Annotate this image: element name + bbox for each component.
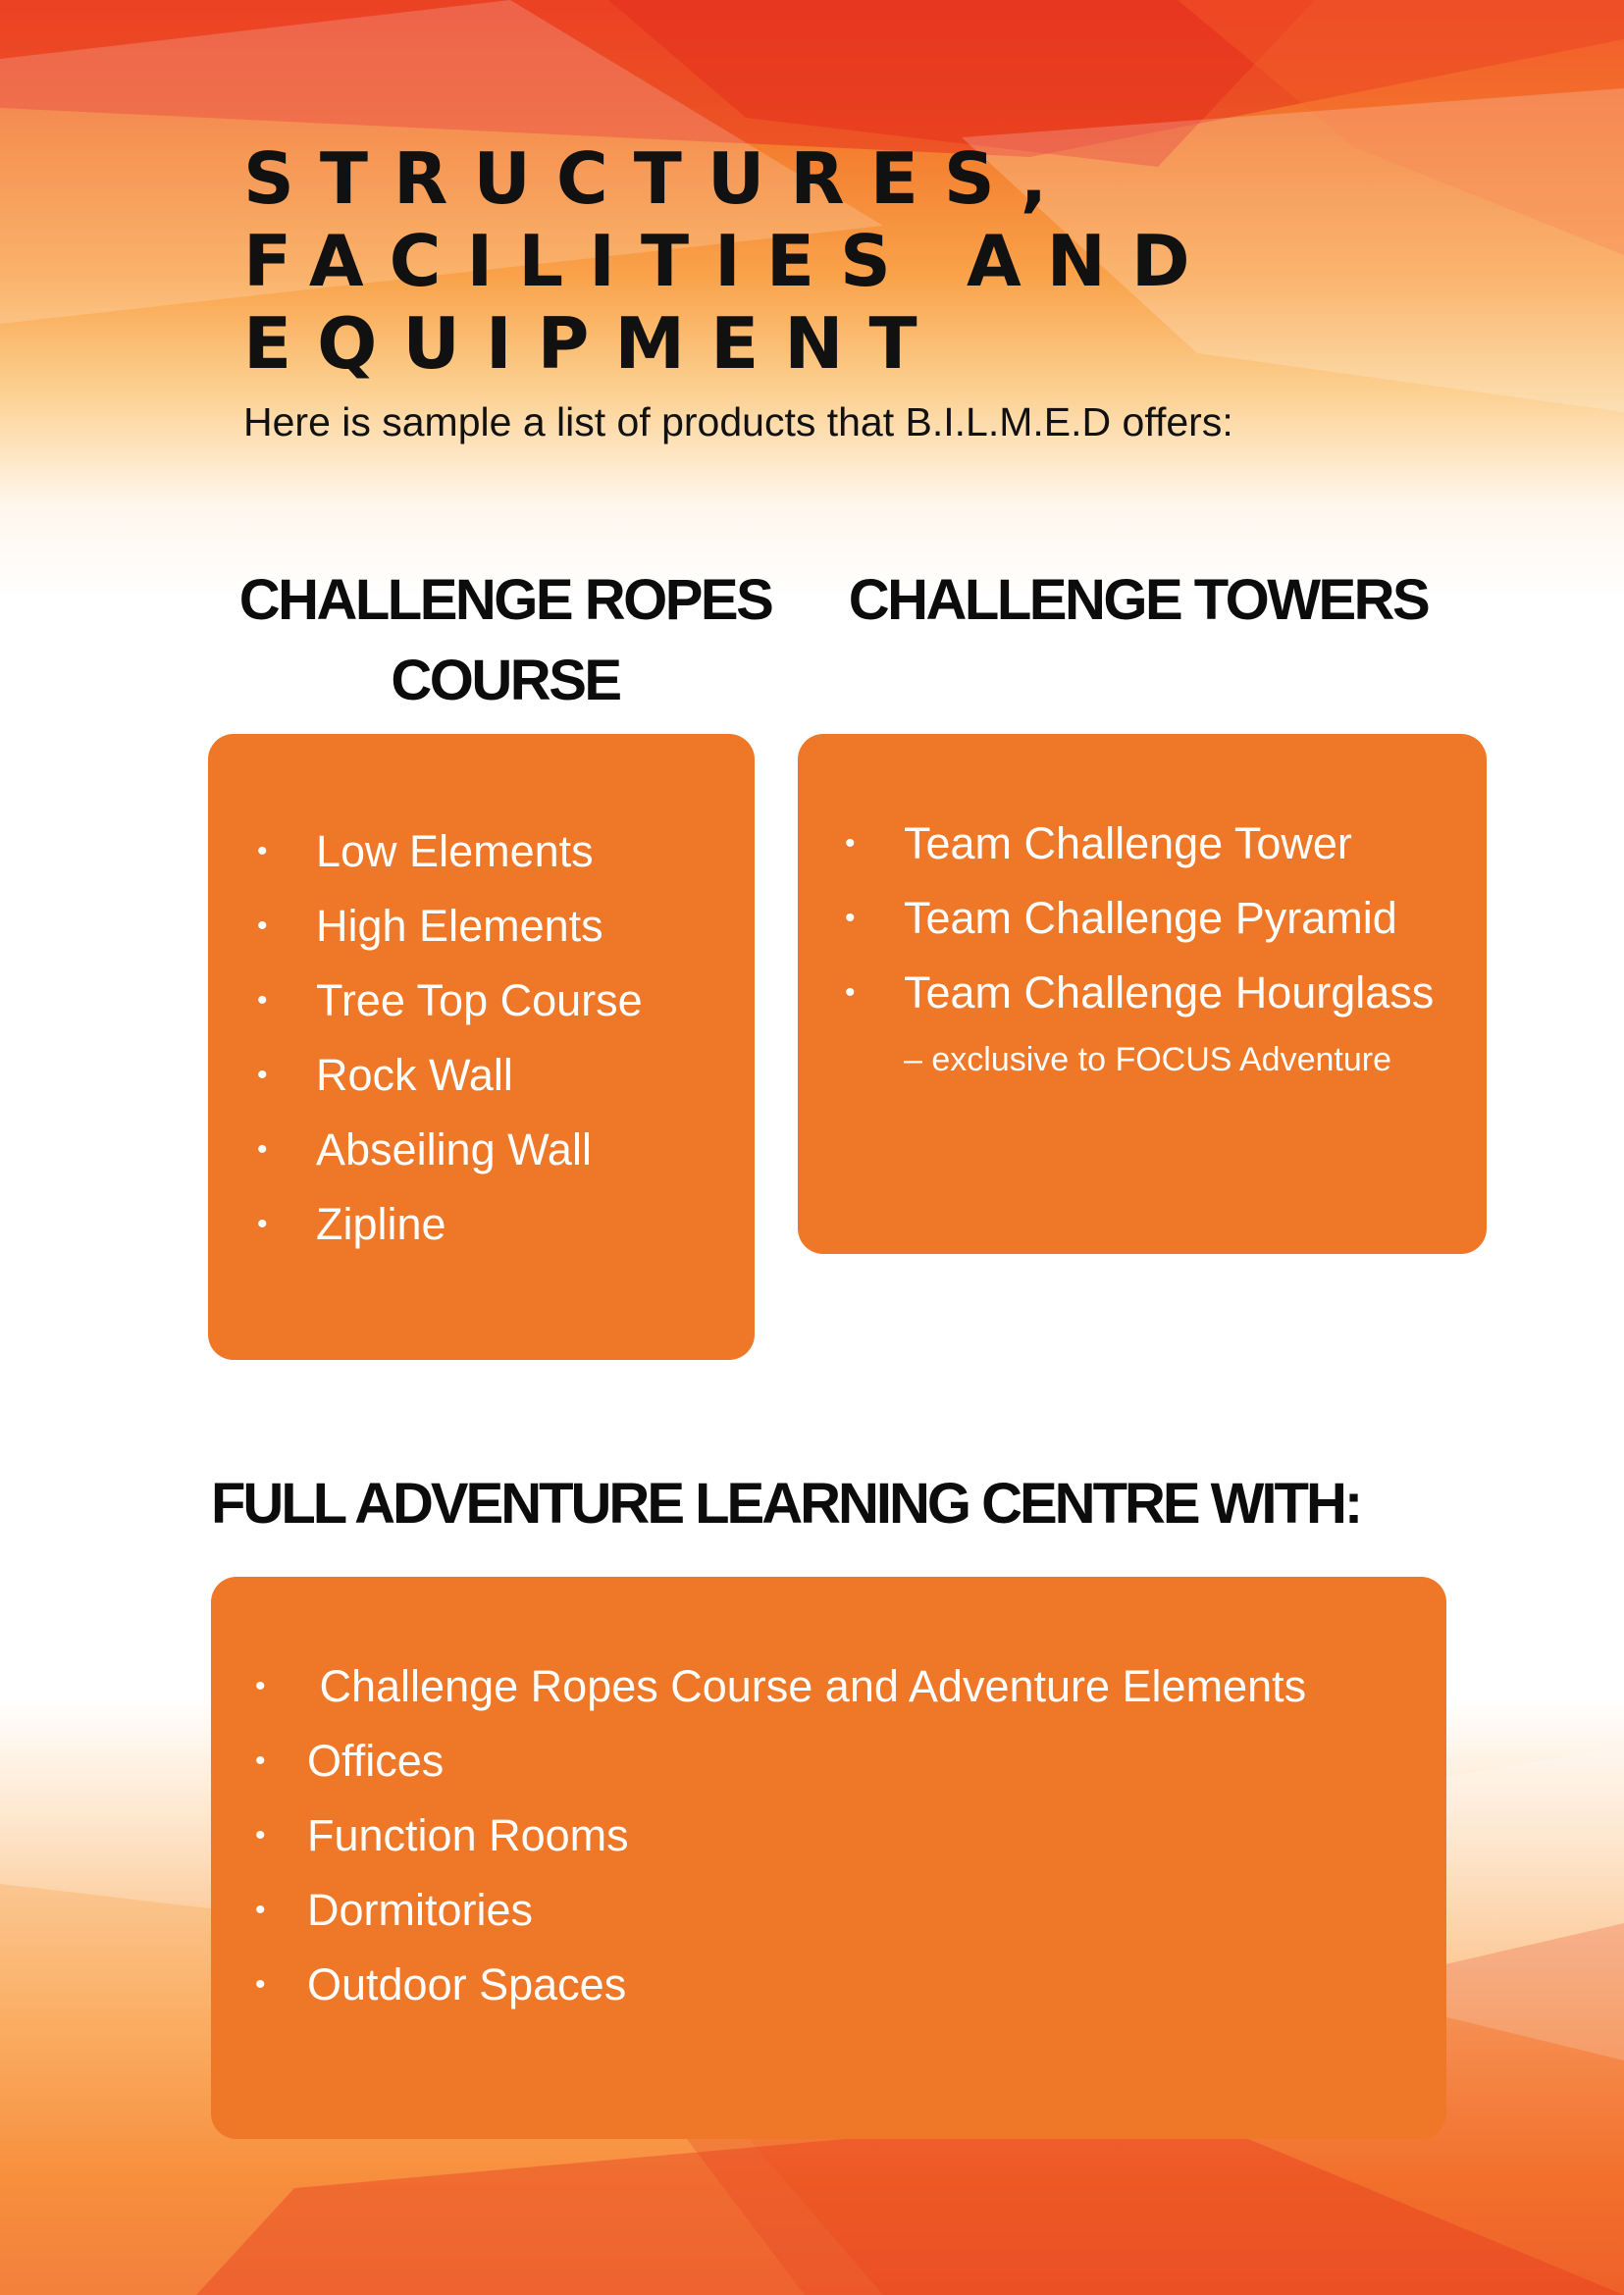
list-item: • Team Challenge Tower — [845, 807, 1487, 881]
towers-card — [798, 734, 1487, 1254]
list-item: • Tree Top Course — [257, 964, 755, 1038]
exclusive-note: – exclusive to FOCUS Adventure — [904, 1041, 1392, 1078]
ropes-course-card — [208, 734, 755, 1360]
list-item: • Team Challenge Pyramid — [845, 881, 1487, 956]
list-item: • Team Challenge Hourglass — [845, 956, 1487, 1030]
ropes-course-list — [257, 814, 755, 1262]
learning-centre-list — [255, 1649, 1446, 2022]
list-item: • Low Elements — [257, 814, 755, 889]
learning-centre-heading: FULL ADVENTURE LEARNING CENTRE WITH: — [211, 1472, 1361, 1536]
list-item: • Rock Wall — [257, 1038, 755, 1113]
learning-centre-card — [211, 1577, 1446, 2139]
list-item: • Outdoor Spaces — [255, 1948, 1446, 2022]
ropes-course-heading: CHALLENGE ROPES COURSE — [238, 568, 772, 712]
list-item: • Dormitories — [255, 1873, 1446, 1948]
list-item: • Abseiling Wall — [257, 1113, 755, 1187]
list-item: • Zipline — [257, 1187, 755, 1262]
intro-text: Here is sample a list of products that B.I.L.M.E.D offers: — [243, 399, 1233, 444]
towers-heading: CHALLENGE TOWERS — [848, 568, 1429, 632]
list-item: • Challenge Ropes Course and Adventure Elements — [255, 1649, 1446, 1724]
list-item: • High Elements — [257, 889, 755, 964]
page-title: STRUCTURES, FACILITIES AND EQUIPMENT — [243, 137, 1216, 385]
list-item: • Function Rooms — [255, 1799, 1446, 1873]
list-item: • Offices — [255, 1724, 1446, 1799]
towers-list — [845, 807, 1487, 1030]
